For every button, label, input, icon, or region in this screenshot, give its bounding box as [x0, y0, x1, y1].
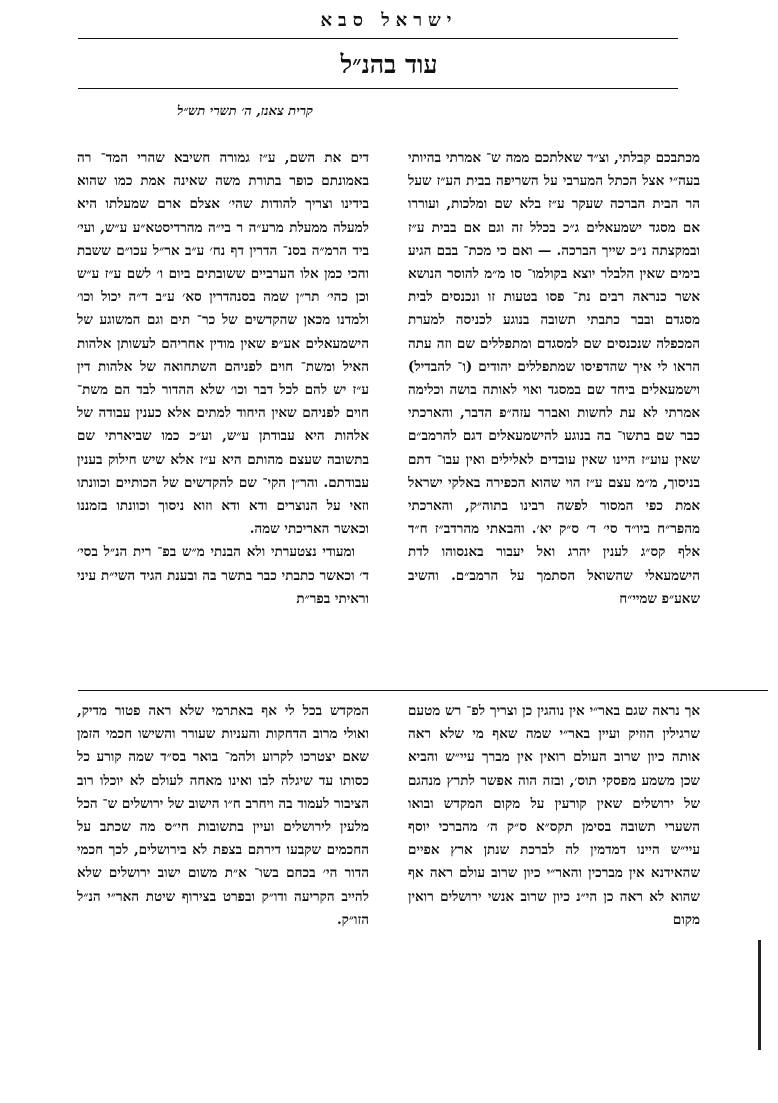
paragraph: מכתבכם קבלתי, וצ״ד שאלתכם ממה ש־ אמרתי בהיותי בעה״י אצל הכתל המערבי על השריפה בבית הע״ז שעל הר הבית הברכה שעקר ע״ז בלא שם ומלכות, ועוררו אם מסגד ישמעאלים ג״כ בכלל זה וגם אם בבית ע״ז ובמקצתה נ״כ שייך הברכה. — ואם כי מכת־ בבם הגיע בימים שאין הלבלר יוצא בקולמו־ סו מ״מ להוסר הנושא אשר כנראה רבים נת־ פסו בטעות זו ונכנסים לבית מסגדם ובבר כתבתי תשובה בנוגע לכניסה למערת המכפלה שנכנסים שם למסגדם ומתפללים שם וזה עתה הראו לי איך שהדפיסו שמתפללים יהודים (ו־ להבדיל) וישמעאלים ביחד שם במסגד ואוי לאותה בושה וכלימה אמרתי לא עת לחשות ואברר עזה״פ הדבר, והארכתי כבר שם בתשו־ בה בנוגע להישמעאלים דגם להרמב״ם שאין עוע״ז היינו שאין עובדים לאלילים ואין עבו־ דתם בניסוך, מ״מ עצם ע״ז הוי שהוא הכפירה באלקי ישראל אמת כפי המסור לפשה רבינו בתוה״ק, והארכתי מהפר״ח ביו״ד סי׳ ד׳ ס״ק יא׳. והבאתי מהרדב״ז ח״ד אלף קס״ג לענין יהרג ואל יעבור באנסוהו לדת הישמעאלי שהשואל הסתמך על הרמב״ם. והשיב שאע״פ שמיי״ח — [408, 150, 700, 607]
lower-right-column — [408, 700, 700, 970]
section-separator — [78, 690, 768, 691]
title-rule — [78, 88, 678, 89]
article-title: עוד בהנ״ל — [340, 50, 438, 79]
lower-left-column — [77, 700, 369, 970]
paragraph: המקדש בכל לי אף באתרמי שלא ראה פטור מדיק, ואולי מרוב הדחקות והעניות שעורר והשישו חכמי הזמן שאם יצטרכו לקרוע ולהמ־ בואר בס״ד שמה קורע כל כסותו עד שיגלה לבו ואינו מאחה לעולם לא יוכלו רוב הציבור לעמוד בה ויחרב ח״ו הישוב של ירושלים ש־ הכל מלעין לירושלים ועיין בתשובות חי״ס מה שכתב על החכמים שקבעו דירתם בצפת לא בירושלים, לכך חכמי הדור הי׳ בכחם בשו־ א״ת משום ישוב ירושלים שלא להייב הקריעה ודו״ק ובפרט בצירוף שיטת האר״י הנ״ל הזו״ק. — [77, 703, 369, 928]
paragraph: ומעודי נצטערתי ולא הבנתי מ״ש בפ־ רית הנ״ל בסי׳ ד׳ וכאשר כתבתי כבר בתשר בה ובענת הגיד השי״ת עיני וראיתי בפר״ת — [77, 544, 369, 607]
upper-right-column — [408, 147, 700, 687]
header-rule — [78, 38, 678, 39]
running-header: ישראל סבא — [320, 10, 458, 31]
paragraph: דים את השם, ע״ז גמורה חשיבא שהרי המד־ רה באמונתם כופר בתורת משה שאינה אמת כמו שהוא בידינו וצריך להודות שהי׳ אצלם ארם שמעלתו היא למעלה ממעלת מרע״ה ר בי״ה מהרדיסטא״ע ע״ש, ועי׳ ביד הרמ״ה בסנ־ הדרין דף נח׳ ע״ב אר״ל עכו״ם ששבת והכי כמן אלו הערביים ששובתים ביום ו׳ לשם ע״ז ע״ש וכן כהי׳ תר״ן שמה בסנהדרין סא׳ ע״ב ד״ה יכול וכו׳ ולמדנו מכאן שהקדשים של כר־ תים וגם המשוגע של הישמעאלים אע״פ שאין מודין אחריהם לעשותן אלהות האיל ומשת־ חוים לפניהם השתחואה של אלהות דין ע״ז יש להם לכל דבר וכו׳ שלא ההדור לבד הם משת־ חוים לפניהם שאין היחוד למתים אלא כענין עבודה של אלהות היא עבודתן ע״ש, וע״כ כמו שביארתי שם בתשובה שעצם מהותם היא ע״ז אלא שיש חילוק בענין עבודתם. והר״ן הקי־ שם להקדשים של הכותיים וכוונתו וזאי על הנוצרים ודא ודא וזוא ניסוך וכוונתו בזמננו וכאשר האריכתי שמה. — [77, 150, 369, 538]
scan-margin-mark — [758, 940, 761, 1050]
dateline: קרית צאנז, ה׳ תשרי תש״ל — [177, 104, 313, 119]
upper-left-column — [77, 147, 369, 687]
paragraph: אך נראה שגם באר״י אין נוהגין כן וצריך לפ־ רש מטעם שרגילין הוזיק ועיין באר״י שמה שאף מי שלא ראה אותה כיון שרוב העולם רואין אין מברך עיי״ש והביא שכן משמע מפסקי תוס׳, ובזה הוה אפשר לתרץ מנהגם של ירושלים שאין קורעין על מקום המקדש ובואו השערי תשובה בסימן תקס״א ס״ק ה׳ מהברכי יוסף עיי״ש היינו דמדמין לה לברכת שנתן ארץ אפיים שהאידנא אין מברכין והאר״י כיון שרוב עולם ראה אף שהוא לא ראה כן הי״נ כיון שרוב אנשי ירושלים רואין מקום — [408, 703, 700, 928]
